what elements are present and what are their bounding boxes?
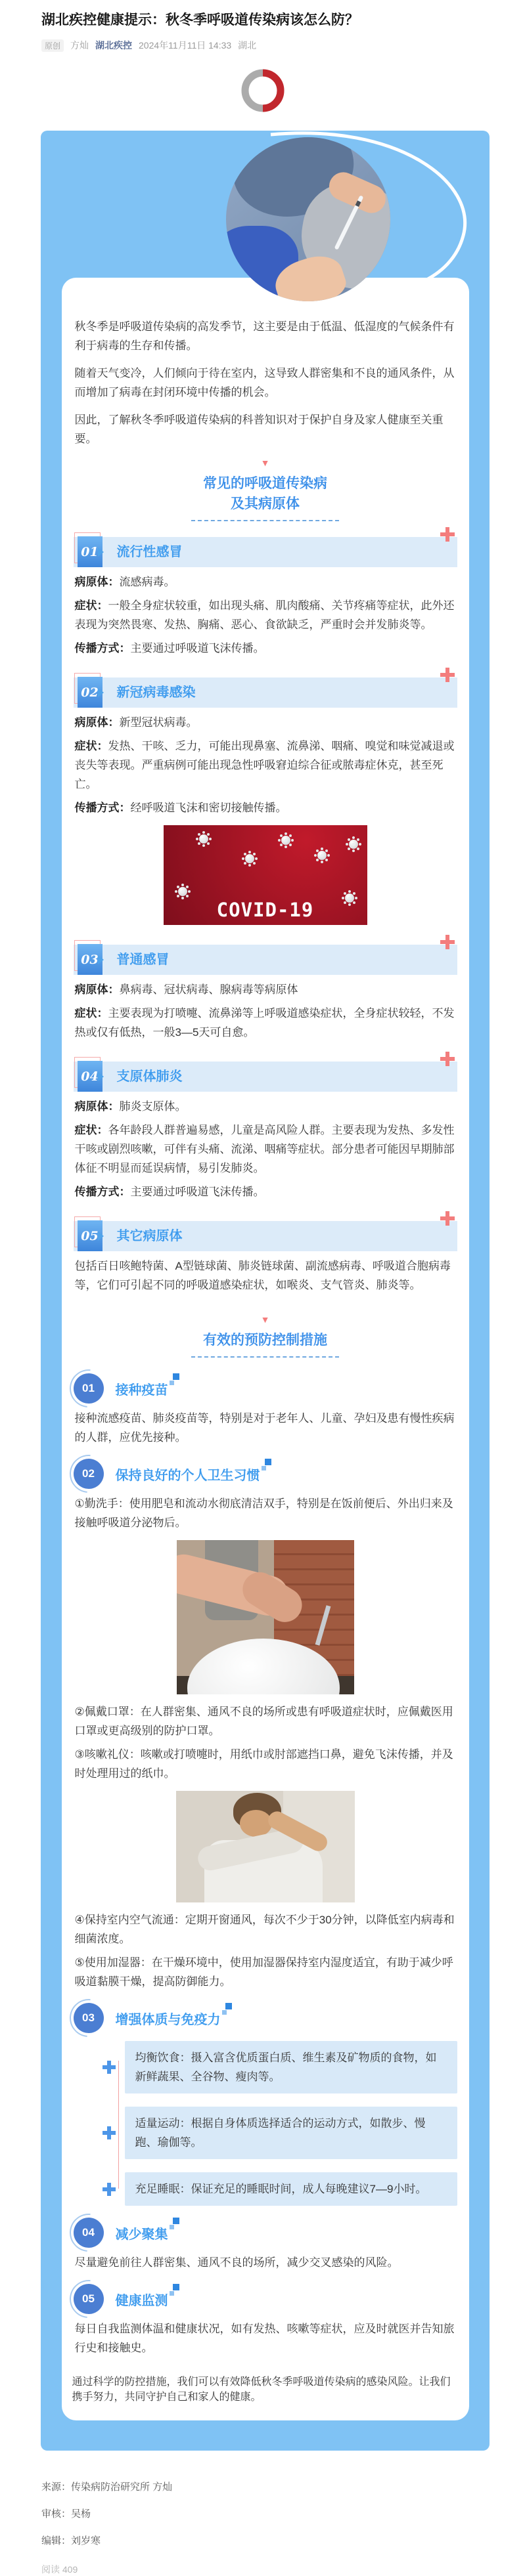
virus-shape [175,884,190,899]
measure-header [74,2284,457,2314]
virus-shape [279,833,293,848]
poster-header [41,131,490,278]
read-count: 阅读 409 [41,2564,78,2575]
measure-title: 健康监测 [116,2290,168,2309]
immunity-tip-list [74,2041,457,2206]
author-name: 方灿 [70,40,89,51]
disease-line: 传播方式：经呼吸道飞沫和密切接触传播。 [74,802,287,814]
disease-number-badge: 05 [78,1220,103,1251]
measure-number-badge: 03 [74,2003,104,2033]
plus-icon [440,1052,455,1066]
triangle-down-icon: ▼ [260,1314,270,1325]
article-poster-card [41,131,490,2451]
section-title-prevention: 有效的预防控制措施 [203,1333,327,1348]
measure-header [74,2003,457,2033]
measure-title: 增强体质与免疫力 [116,2009,221,2028]
measure-health-monitoring [74,2284,457,2357]
footer-reviewer: 审核：吴杨 [41,2508,91,2520]
measure-title: 接种疫苗 [116,1379,168,1398]
disease-line: 传播方式：主要通过呼吸道飞沫传播。 [74,642,265,655]
handwashing-photo[interactable] [177,1540,354,1694]
measure-vaccination [74,1373,457,1447]
page-title: 湖北疾控健康提示：秋冬季呼吸道传染病该怎么防？ [41,12,359,28]
disease-line: 症状：一般全身症状较重，如出现头痛、肌肉酸痛、关节疼痛等症状，此外还表现为突然畏寒、发热、胸痛、恶心、食欲缺乏，严重时会并发肺炎等。 [74,599,455,631]
measure-header [74,1373,457,1404]
publish-location: 湖北 [238,40,257,51]
article-footer [41,2479,525,2576]
plus-icon [440,527,455,542]
connector-line [118,2061,119,2189]
byline [41,39,486,52]
measure-text: 每日自我监测体温和健康状况，如有发热、咳嗽等症状，应及时就医并告知旅行史和接触史。 [74,2323,455,2354]
measure-item: ⑤使用加湿器：在干燥环境中，使用加湿器保持室内湿度适宜，有助于减少呼吸道黏膜干燥，提高防御能力。 [74,1956,453,1988]
measure-immunity [74,2003,457,2206]
disease-banner [74,945,457,975]
immunity-tip-box: 充足睡眠：保证充足的睡眠时间，成人每晚建议7—9小时。 [125,2172,457,2206]
virus-shape [346,837,361,851]
article-header [0,0,525,52]
measure-hygiene [74,1459,457,1991]
measure-item: ④保持室内空气流通：定期开窗通风，每次不少于30分钟，以降低室内病毒和细菌浓度。 [74,1914,455,1945]
virus-shape [315,848,329,863]
intro-paragraph: 秋冬季是呼吸道传染病的高发季节，这主要是由于低温、低湿度的气候条件有利于病毒的生存和传播。 [74,320,455,352]
disease-block-mycoplasma [74,1062,457,1201]
disease-banner [74,1221,457,1251]
disease-line: 病原体：肺炎支原体。 [74,1100,187,1113]
measure-item: ②佩戴口罩：在人群密集、通风不良的场所或患有呼吸道症状时，应佩戴医用口罩或更高级别的防护口罩。 [74,1706,453,1737]
disease-paragraph: 包括百日咳鲍特菌、A型链球菌、肺炎链球菌、副流感病毒、呼吸道合胞病毒等，它们可引起不同的呼吸道感染症状，如喉炎、支气管炎、肺炎等。 [74,1260,451,1291]
measure-header [74,1459,457,1489]
measure-text: 尽量避免前往人群密集、通风不良的场所，减少交叉感染的风险。 [74,2256,399,2269]
disease-block-covid [74,677,457,925]
measure-avoid-crowds [74,2218,457,2272]
measure-title: 减少聚集 [116,2223,168,2243]
immunity-tip-box: 均衡饮食：摄入富含优质蛋白质、维生素及矿物质的食物，如新鲜蔬果、全谷物、瘦肉等。 [125,2041,457,2093]
loading-spinner-icon [241,69,285,112]
measure-title: 保持良好的个人卫生习惯 [116,1465,260,1484]
triangle-down-icon: ▼ [260,458,270,468]
measure-header [74,2218,457,2248]
publish-datetime: 2024年11月11日 14:33 [139,40,232,51]
original-badge: 原创 [41,39,64,52]
measure-item: ①勤洗手：使用肥皂和流动水彻底清洁双手，特别是在饭前便后、外出归来及接触呼吸道分泌物后。 [74,1497,453,1529]
disease-line: 病原体：新型冠状病毒。 [74,716,198,729]
disease-title: 普通感冒 [116,953,170,967]
measure-number-badge: 05 [74,2284,104,2314]
disease-line: 症状：发热、干咳、乏力，可能出现鼻塞、流鼻涕、咽痛、嗅觉和味觉减退或丧失等表现。严重病例可能出现急性呼吸窘迫综合征或脓毒症休克，甚至死亡。 [74,740,455,790]
immunity-tip-box: 适量运动：根据自身体质选择适合的运动方式，如散步、慢跑、瑜伽等。 [125,2107,457,2159]
disease-line: 症状：各年龄段人群普遍易感，儿童是高风险人群。主要表现为发热、多发性干咳或剧烈咳嗽，可伴有头痛、流涕、咽痛等症状。部分患者可能因早期肺部体征不明显而延误病情，易引发肺炎。 [74,1124,455,1174]
disease-block-common-cold [74,945,457,1042]
covid19-photo[interactable] [164,825,367,925]
measure-item: ③咳嗽礼仪：咳嗽或打喷嚏时，用纸巾或肘部遮挡口鼻，避免飞沫传播，并及时处理用过的纸巾。 [74,1748,453,1780]
disease-line: 病原体：鼻病毒、冠状病毒、腺病毒等病原体 [74,983,298,996]
cough-etiquette-photo[interactable] [176,1791,355,1902]
disease-title: 其它病原体 [116,1229,183,1243]
disease-line: 传播方式：主要通过呼吸道飞沫传播。 [74,1186,265,1198]
disease-banner [74,677,457,708]
disease-number-badge: 03 [78,944,103,975]
plus-icon [440,1211,455,1226]
disease-block-influenza [74,537,457,658]
article-body-card [62,278,469,2420]
plus-icon [440,935,455,949]
account-link[interactable]: 湖北疾控 [95,40,133,51]
plus-icon [103,2126,116,2139]
plus-icon [103,2061,116,2074]
closing-paragraph: 通过科学的防控措施，我们可以有效降低秋冬季呼吸道传染病的感染风险。让我们携手努力，共同守护自己和家人的健康。 [72,2376,451,2403]
intro-paragraph: 随着天气变冷，人们倾向于待在室内，这导致人群密集和不良的通风条件，从而增加了病毒在封闭环境中传播的机会。 [74,367,455,398]
dashed-divider [191,1356,339,1358]
disease-title: 流行性感冒 [116,545,183,559]
disease-number-badge: 02 [78,677,103,708]
disease-block-other-pathogens [74,1221,457,1295]
intro-paragraph: 因此，了解秋冬季呼吸道传染病的科普知识对于保护自身及家人健康至关重要。 [74,414,444,445]
disease-number-badge: 01 [78,536,103,567]
disease-banner [74,537,457,567]
virus-shape [242,851,257,866]
measure-number-badge: 04 [74,2218,104,2248]
footer-editor: 编辑：刘岁寒 [41,2535,101,2546]
plus-icon [440,668,455,682]
footer-source: 来源：传染病防治研究所 方灿 [41,2481,173,2493]
disease-line: 病原体：流感病毒。 [74,576,175,588]
disease-number-badge: 04 [78,1061,103,1092]
section-title-diseases: 常见的呼吸道传染病 及其病原体 [203,476,327,511]
measure-number-badge: 02 [74,1459,104,1489]
virus-shape [196,832,211,846]
disease-title: 新冠病毒感染 [116,685,196,700]
intro-section [72,317,459,448]
disease-line: 症状：主要表现为打喷嚏、流鼻涕等上呼吸道感染症状，全身症状较轻，不发热或仅有低热，一般3—5天可自愈。 [74,1007,455,1039]
disease-title: 支原体肺炎 [116,1069,183,1084]
thermometer-photo[interactable] [226,137,390,301]
plus-icon [103,2183,116,2196]
photo-face-shape [240,1810,272,1837]
measure-text: 接种流感疫苗、肺炎疫苗等，特别是对于老年人、儿童、孕妇及患有慢性疾病的人群，应优先接种。 [74,1412,455,1444]
dashed-divider [191,520,339,521]
covid19-label: COVID-19 [216,899,314,921]
disease-banner [74,1062,457,1092]
measure-number-badge: 01 [74,1373,104,1404]
